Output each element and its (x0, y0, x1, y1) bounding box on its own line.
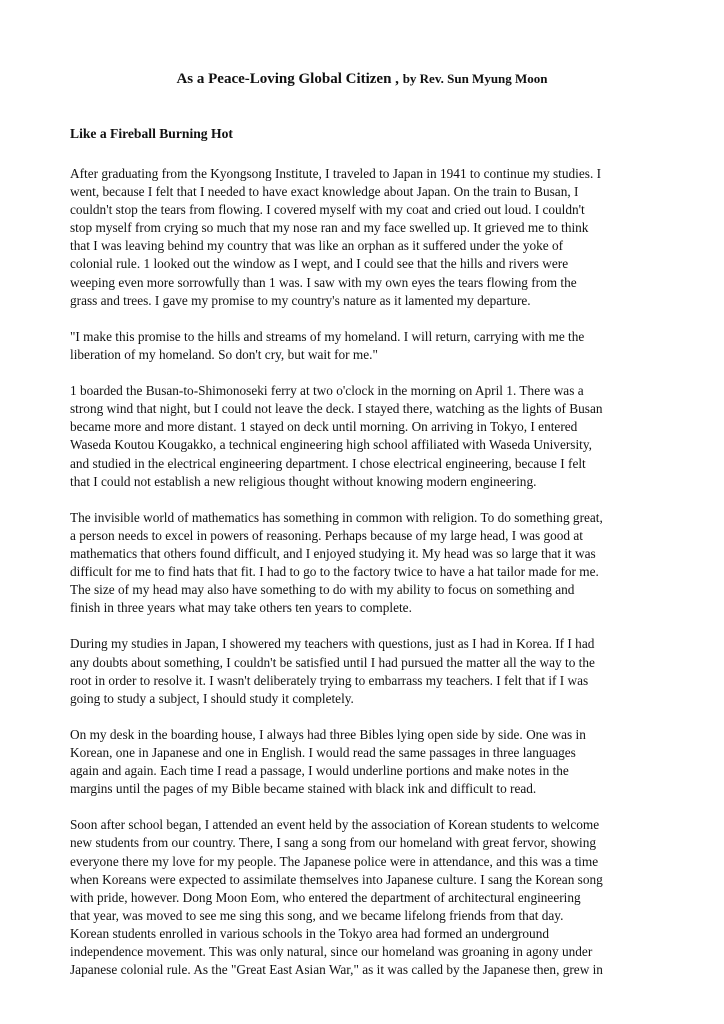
paragraph (70, 816, 666, 979)
paragraph-line: weeping even more sorrowfully than 1 was. I saw with my own eyes the tears flowing from the (70, 274, 577, 290)
paragraph-line: Korean students enrolled in various schools in the Tokyo area had formed an underground (70, 925, 549, 941)
paragraph-line: any doubts about something, I couldn't be satisfied until I had pursued the matter all the way to the (70, 654, 595, 670)
paragraph-line: liberation of my homeland. So don't cry, but wait for me." (70, 346, 378, 362)
document-title (0, 70, 724, 88)
paragraph-line: After graduating from the Kyongsong Institute, I traveled to Japan in 1941 to continue my studies. I (70, 166, 602, 181)
paragraph-line: mathematics that others found difficult, and I enjoyed studying it. My head was so large that it was (70, 545, 596, 561)
paragraph-line: The size of my head may also have something to do with my ability to focus on something and (70, 582, 575, 598)
paragraph (70, 726, 666, 798)
paragraph-line: everyone there my love for my people. The Japanese police were in attendance, and this was a time (70, 853, 599, 869)
paragraph-line: stop myself from crying so much that my nose ran and my face swelled up. It grieved me to think (70, 220, 589, 236)
byline: by Rev. Sun Myung Moon (402, 71, 548, 86)
paragraph-line: 1 boarded the Busan-to-Shimonoseki ferry at two o'clock in the morning on April 1. There was a (70, 383, 584, 399)
paragraph (70, 382, 666, 491)
paragraph-line: finish in three years what may take others ten years to complete. (70, 600, 412, 616)
paragraph-line: Waseda Koutou Kougakko, a technical engineering high school affiliated with Waseda University, (70, 437, 592, 453)
paragraph (70, 165, 666, 310)
paragraph-line: couldn't stop the tears from flowing. I covered myself with my coat and cried out loud. I couldn't (70, 202, 585, 218)
section-heading: Like a Fireball Burning Hot (70, 126, 233, 141)
paragraph-line: root in order to resolve it. I wasn't deliberately trying to embarrass my teachers. I felt that if I was (70, 672, 589, 688)
paragraph-line: became more and more distant. 1 stayed on deck until morning. On arriving in Tokyo, I entered (70, 419, 578, 435)
paragraph-line: that I was leaving behind my country that was like an orphan as it suffered under the yoke of (70, 238, 564, 254)
paragraph-line: During my studies in Japan, I showered my teachers with questions, just as I had in Korea. If I had (70, 636, 595, 652)
paragraph-line: grass and trees. I gave my promise to my country's nature as it lamented my departure. (70, 292, 531, 308)
paragraph (70, 328, 666, 364)
paragraph-line: that I could not establish a new religious thought without knowing modern engineering. (70, 473, 537, 489)
paragraph-line: that year, was moved to see me sing this song, and we became lifelong friends from that day. (70, 907, 564, 923)
paragraph-line: Korean, one in Japanese and one in English. I would read the same passages in three languages (70, 745, 576, 760)
paragraph-line: On my desk in the boarding house, I always had three Bibles lying open side by side. One was in (70, 726, 586, 742)
paragraph-line: went, because I felt that I needed to have exact knowledge about Japan. On the train to Busan, I (70, 184, 579, 200)
paragraph-line: when Koreans were expected to assimilate themselves into Japanese culture. I sang the Korean song (70, 871, 603, 887)
paragraph-line: difficult for me to find hats that fit. I had to go to the factory twice to have a hat tailor made for me. (70, 564, 599, 580)
paragraph-line: and studied in the electrical engineering department. I chose electrical engineering, because I felt (70, 455, 586, 471)
paragraph-line: Soon after school began, I attended an event held by the association of Korean students to welcome (70, 817, 600, 833)
paragraph-line: going to study a subject, I should study it completely. (70, 690, 354, 706)
paragraph-line: margins until the pages of my Bible became stained with black ink and difficult to read. (70, 781, 537, 797)
paragraph-line: Japanese colonial rule. As the "Great East Asian War," as it was called by the Japanese then, grew in (70, 962, 603, 978)
paragraph-line: The invisible world of mathematics has something in common with religion. To do something great, (70, 509, 603, 525)
paragraph-line: strong wind that night, but I could not leave the deck. I stayed there, watching as the lights of Busan (70, 401, 603, 417)
paragraph-line: colonial rule. 1 looked out the window as I wept, and I could see that the hills and rivers were (70, 256, 569, 272)
paragraph-line: new students from our country. There, I sang a song from our homeland with great fervor, showing (70, 835, 597, 851)
paragraph-line: with pride, however. Dong Moon Eom, who entered the department of architectural engineering (70, 889, 581, 905)
paragraph-line: a person needs to excel in powers of reasoning. Perhaps because of my large head, I was good at (70, 527, 583, 543)
paragraph (70, 635, 666, 707)
body-text (70, 165, 666, 997)
paragraph (70, 509, 666, 618)
paragraph-line: again and again. Each time I read a passage, I would underline portions and make notes in the (70, 763, 569, 779)
paragraph-line: "I make this promise to the hills and streams of my homeland. I will return, carrying with me the (70, 328, 585, 344)
paragraph-line: independence movement. This was only natural, since our homeland was groaning in agony under (70, 944, 593, 960)
title-text: As a Peace-Loving Global Citizen , (176, 71, 399, 87)
